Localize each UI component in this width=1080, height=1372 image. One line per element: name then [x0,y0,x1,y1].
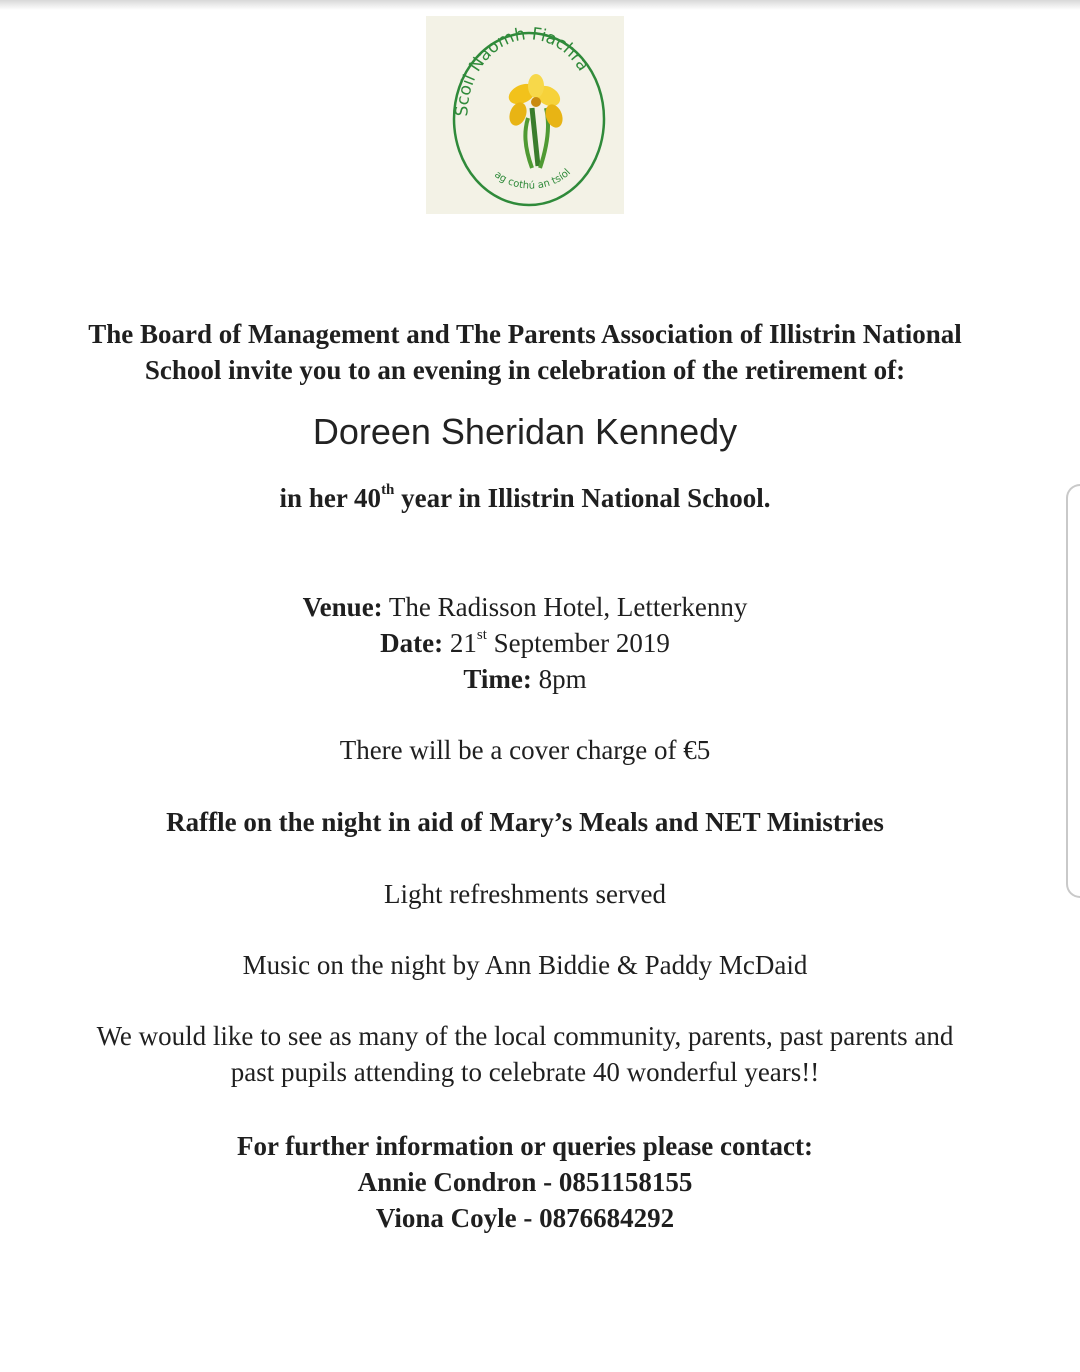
cover-charge: There will be a cover charge of €5 [339,735,711,765]
venue-value: The Radisson Hotel, Letterkenny [382,592,748,622]
community-line-1: We would like to see as many of the local community, parents, past parents and [96,1021,954,1051]
intro-line-1: The Board of Management and The Parents Association of Illistrin National [88,319,962,349]
community-line-2: past pupils attending to celebrate 40 wonderful years!! [230,1057,820,1087]
crest-motto: ag cothú an tsíol [492,167,573,192]
top-shadow-bar [0,0,1080,10]
date-day: 21 [443,628,477,658]
contact-info [0,1128,1050,1236]
time-value: 8pm [531,664,587,694]
years-ordinal: th [381,482,395,498]
time-line [0,661,1050,697]
date-rest: September 2019 [486,628,670,658]
community-invite [0,1018,1050,1090]
date-label: Date: [380,628,444,658]
raffle-note: Raffle on the night in aid of Mary’s Meals and NET Ministries [166,807,884,837]
venue-line [0,589,1050,625]
venue-label: Venue: [302,592,383,622]
contact-heading: For further information or queries please contact: [237,1131,813,1161]
contact-person-2: Viona Coyle - 0876684292 [375,1203,675,1233]
contact-person-1: Annie Condron - 0851158155 [357,1167,693,1197]
years-suffix: year in Illistrin National School. [394,483,771,513]
refreshments-note: Light refreshments served [384,879,666,909]
service-years [0,480,1050,516]
scroll-handle[interactable] [1066,484,1080,898]
music-note: Music on the night by Ann Biddie & Paddy McDaid [242,950,808,980]
invitation-intro [0,316,1050,388]
iris-flower-icon [506,74,566,168]
date-line [0,625,1050,661]
intro-line-2: School invite you to an evening in celebration of the retirement of: [144,355,906,385]
date-ordinal: st [476,627,487,643]
school-crest [426,16,624,214]
years-prefix: in her 40 [279,483,382,513]
time-label: Time: [463,664,532,694]
school-logo [426,16,624,214]
crest-arc-text: Scoil Naomh Fiachra [452,24,594,117]
event-details [0,589,1050,697]
honoree-name: Doreen Sheridan Kennedy [312,411,738,452]
